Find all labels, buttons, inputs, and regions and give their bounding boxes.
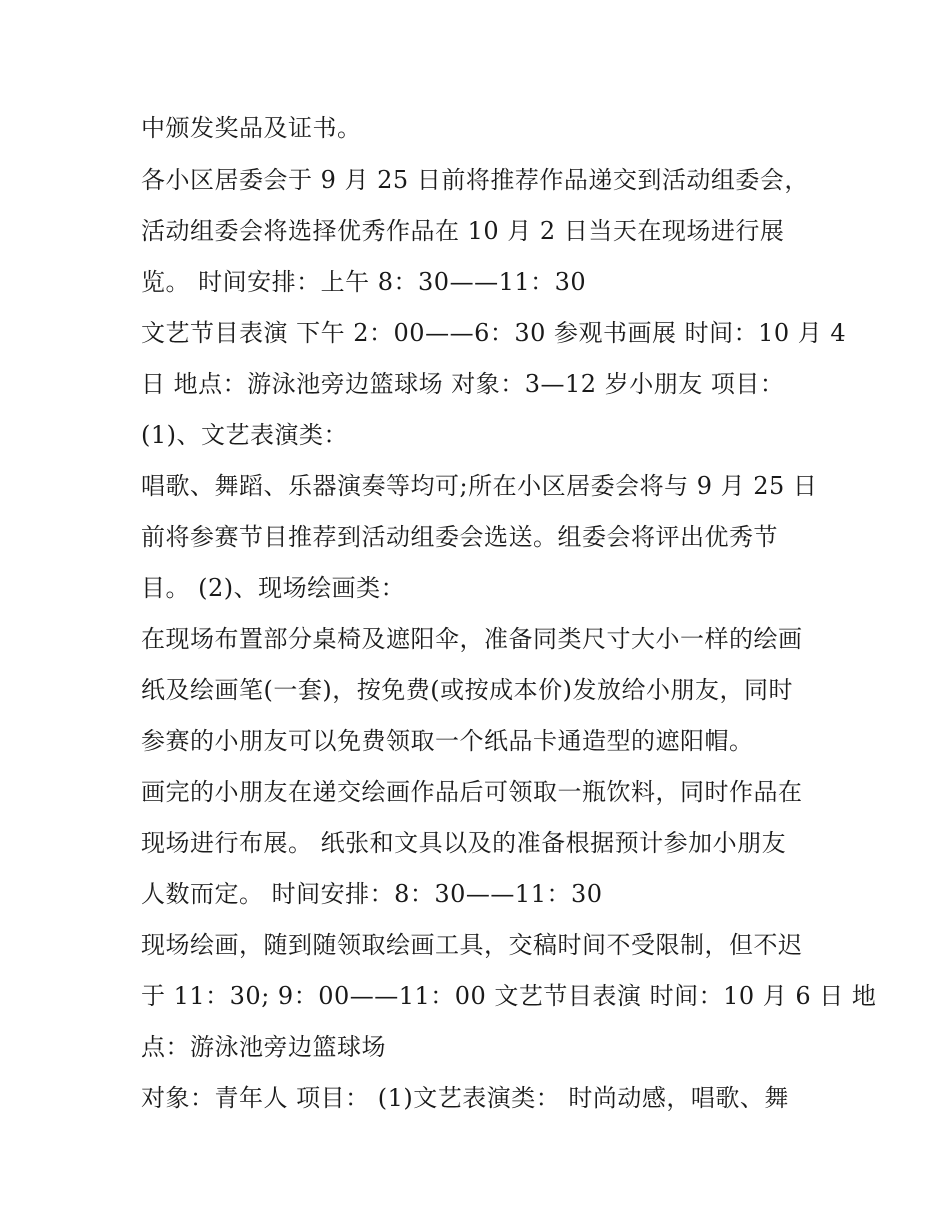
text-line: 前将参赛节目推荐到活动组委会选送。组委会将评出优秀节 (141, 523, 778, 551)
text-line: (1)、文艺表演类： (141, 421, 348, 449)
text-line: 参赛的小朋友可以免费领取一个纸品卡通造型的遮阳帽。 (141, 727, 754, 755)
text-line: 中颁发奖品及证书。 (141, 114, 362, 142)
text-line: 现场进行布展。 纸张和文具以及的准备根据预计参加小朋友 (141, 829, 787, 857)
text-line: 唱歌、舞蹈、乐器演奏等均可;所在小区居委会将与 9 月 25 日 (141, 472, 818, 500)
text-line: 目。 (2)、现场绘画类： (141, 574, 406, 602)
text-line: 日 地点：游泳池旁边篮球场 对象：3—12 岁小朋友 项目： (141, 370, 785, 398)
text-line: 于 11：30; 9：00——11：00 文艺节目表演 时间：10 月 6 日 地 (141, 982, 877, 1010)
text-line: 画完的小朋友在递交绘画作品后可领取一瓶饮料，同时作品在 (141, 778, 803, 806)
text-line: 览。 时间安排：上午 8：30——11：30 (141, 268, 587, 296)
text-line: 纸及绘画笔(一套)，按免费(或按成本价)发放给小朋友，同时 (141, 676, 793, 704)
text-line: 在现场布置部分桌椅及遮阳伞，准备同类尺寸大小一样的绘画 (141, 625, 803, 653)
text-line: 对象：青年人 项目： (1)文艺表演类： 时尚动感，唱歌、舞 (141, 1084, 789, 1112)
text-line: 各小区居委会于 9 月 25 日前将推荐作品递交到活动组委会， (141, 166, 809, 194)
text-line: 现场绘画，随到随领取绘画工具，交稿时间不受限制，但不迟 (141, 931, 803, 959)
text-line: 文艺节目表演 下午 2：00——6：30 参观书画展 时间：10 月 4 (141, 319, 847, 347)
text-line: 人数而定。 时间安排：8：30——11：30 (141, 880, 603, 908)
text-line: 活动组委会将选择优秀作品在 10 月 2 日当天在现场进行展 (141, 217, 785, 245)
text-line: 点：游泳池旁边篮球场 (141, 1033, 386, 1061)
